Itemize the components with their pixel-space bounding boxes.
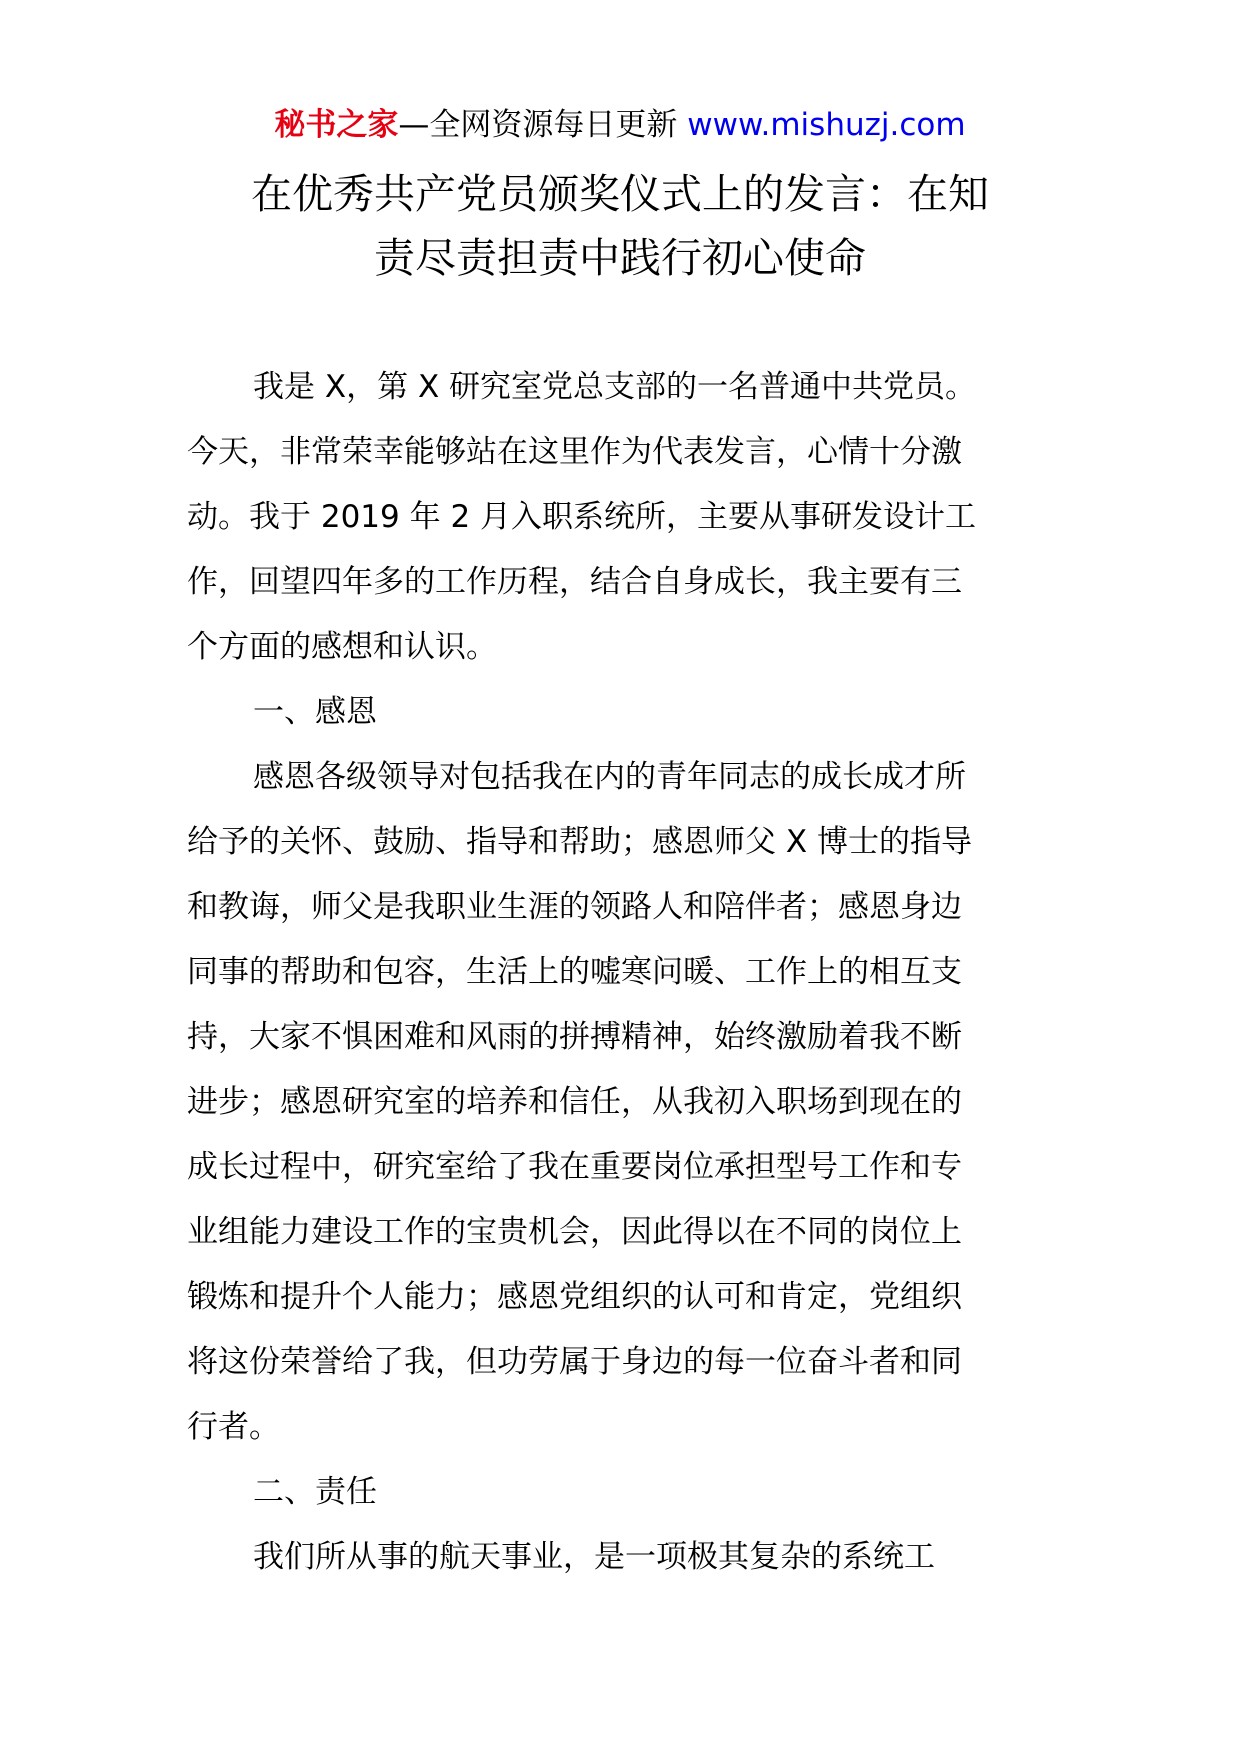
text-line: 我是 X，第 X 研究室党总支部的一名普通中共党员。 xyxy=(253,369,977,405)
text-line: 成长过程中，研究室给了我在重要岗位承担型号工作和专 xyxy=(187,1149,962,1185)
site-header xyxy=(0,103,1240,147)
section-heading: 一、感恩 xyxy=(253,694,377,730)
text-line: 作，回望四年多的工作历程，结合自身成长，我主要有三 xyxy=(187,564,962,600)
text-line: 行者。 xyxy=(187,1409,280,1445)
text-line: 业组能力建设工作的宝贵机会，因此得以在不同的岗位上 xyxy=(187,1214,962,1250)
site-url-link[interactable]: www.mishuzj.com xyxy=(687,107,966,143)
text-line: 个方面的感想和认识。 xyxy=(187,629,497,665)
document-body xyxy=(187,355,1057,1590)
site-slogan: —全网资源每日更新 xyxy=(398,107,688,143)
text-line: 感恩各级领导对包括我在内的青年同志的成长成才所 xyxy=(253,759,966,795)
title-line-1: 在优秀共产党员颁奖仪式上的发言：在知 xyxy=(251,170,989,218)
text-line: 给予的关怀、鼓励、指导和帮助；感恩师父 X 博士的指导 xyxy=(187,824,972,860)
site-brand: 秘书之家 xyxy=(274,107,399,143)
title-line-2: 责尽责担责中践行初心使命 xyxy=(374,234,866,282)
text-line: 锻炼和提升个人能力；感恩党组织的认可和肯定，党组织 xyxy=(187,1279,962,1315)
text-line: 将这份荣誉给了我，但功劳属于身边的每一位奋斗者和同 xyxy=(187,1344,962,1380)
document-title xyxy=(160,162,1080,290)
text-line: 今天，非常荣幸能够站在这里作为代表发言，心情十分激 xyxy=(187,434,962,470)
text-line: 动。我于 2019 年 2 月入职系统所，主要从事研发设计工 xyxy=(187,499,977,535)
text-line: 同事的帮助和包容，生活上的嘘寒问暖、工作上的相互支 xyxy=(187,954,962,990)
text-line: 和教诲，师父是我职业生涯的领路人和陪伴者；感恩身边 xyxy=(187,889,962,925)
section-heading: 二、责任 xyxy=(253,1474,377,1510)
text-line: 进步；感恩研究室的培养和信任，从我初入职场到现在的 xyxy=(187,1084,962,1120)
text-line: 持，大家不惧困难和风雨的拼搏精神，始终激励着我不断 xyxy=(187,1019,962,1055)
text-line: 我们所从事的航天事业，是一项极其复杂的系统工 xyxy=(253,1539,935,1575)
